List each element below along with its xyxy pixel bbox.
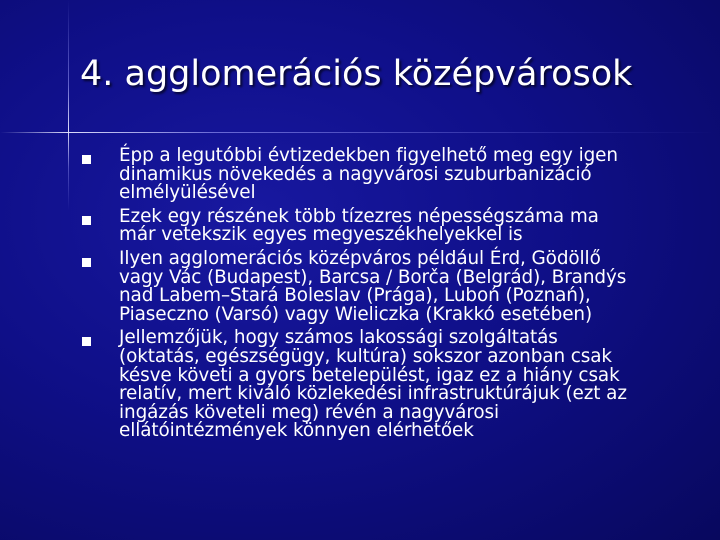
decorative-horizontal-line bbox=[0, 132, 720, 133]
square-bullet-icon bbox=[82, 337, 91, 346]
bullet-text: Jellemzőjük, hogy számos lakossági szolgáltatás (oktatás, egészségügy, kultúra) sokszor azonban csak késve követi a gyors betelepülést, igaz ez a hiány csak relatív, mert kiváló közlekedési infrastruktúrájuk (ezt az ingázás követeli meg) révén a nagyvárosi ellátóintézmények könnyen elérhetőek bbox=[119, 327, 627, 442]
bullet-text: Ezek egy részének több tízezres népességszáma ma már vetekszik egyes megyeszékhelyekkel is bbox=[119, 205, 599, 246]
bullet-list bbox=[82, 147, 718, 446]
square-bullet-icon bbox=[82, 155, 91, 164]
bullet-item bbox=[82, 247, 718, 325]
bullet-item bbox=[82, 329, 718, 441]
square-bullet-icon bbox=[82, 216, 91, 225]
decorative-vertical-line bbox=[68, 0, 69, 210]
bullet-text: Épp a legutóbbi évtizedekben figyelhető meg egy igen dinamikus növekedés a nagyvárosi szuburbanizáció elmélyülésével bbox=[119, 145, 618, 204]
slide-title: 4. agglomerációs középvárosok bbox=[80, 54, 633, 94]
bullet-item bbox=[82, 205, 718, 246]
bullet-text: Ilyen agglomerációs középváros például Érd, Gödöllő vagy Vác (Budapest), Barcsa / Borča (Belgrád), Brandýs nad Labem–Stará Boleslav (Prága), Luboń (Poznań), Piaseczno (Varsó) vagy Wieliczka (Krakkó esetében) bbox=[119, 247, 627, 325]
square-bullet-icon bbox=[82, 258, 91, 267]
bullet-item bbox=[82, 147, 718, 203]
